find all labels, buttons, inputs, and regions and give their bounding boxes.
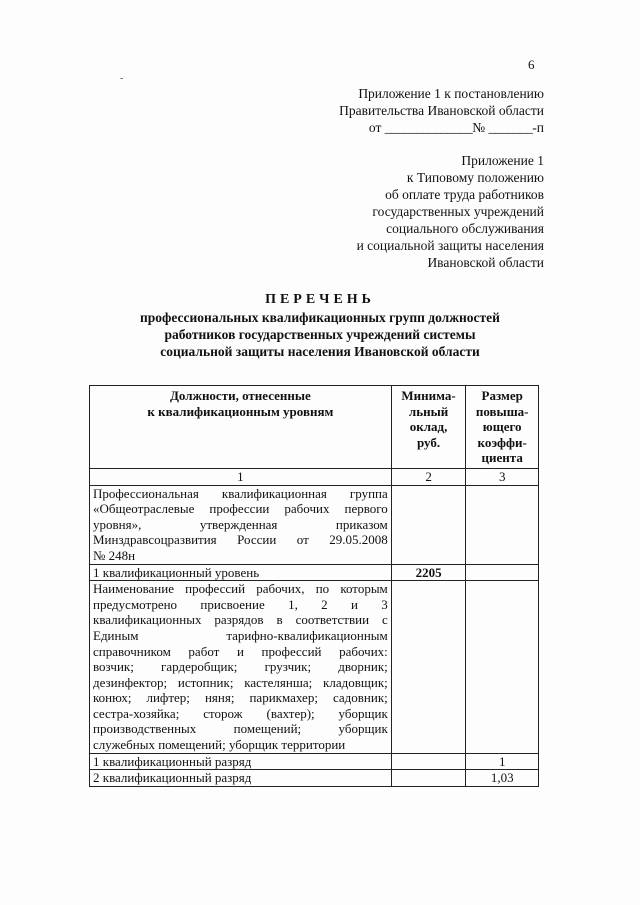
description-line: служебных помещений; уборщик территории [93,737,346,753]
appendix-2-line: государственных учреждений [372,204,544,219]
appendix-2-line: Ивановской области [427,255,544,270]
header-salary-line: оклад, [409,419,448,435]
appendix-2-block [357,152,544,271]
level-salary: 2205 [391,564,466,581]
date-blank: ______________ [384,120,473,135]
document-subtitle-line: социальной защиты населения Ивановской области [160,344,480,359]
level-row [90,564,539,581]
grade-coefficient: 1,03 [466,770,539,787]
column-number-row [90,468,539,485]
from-label: от [368,120,382,135]
empty-cell [391,770,466,787]
description-line: сестра-хозяйка; сторож (вахтер); уборщик [93,705,388,721]
header-salary-line: Минима- [401,388,456,403]
appendix-1-block [339,85,544,136]
header-coefficient-line: коэффи- [477,434,527,450]
header-salary-line: льный [408,403,449,419]
number-label: № [472,120,486,135]
description-line: Единым тарифно-квалификационным [93,627,388,643]
description-line: квалификационных разрядов в соответствии с [93,612,388,628]
number-suffix: -п [532,120,544,135]
document-title: ПЕРЕЧЕНЬ [265,292,375,307]
appendix-1-line1: Приложение 1 к постановлению [358,86,544,101]
appendix-2-line: и социальной защиты населения [356,238,544,253]
appendix-1-line3 [339,119,544,136]
description-line: возчик; гардеробщик; грузчик; дворник; [93,659,388,675]
group-title-line: Минздравсоцразвития России от 29.05.2008 [93,532,388,548]
description-row [90,581,539,754]
description-line: предусмотрено присвоение 1, 2 и 3 [93,596,388,612]
description-line: производственных помещений; уборщик [93,721,388,737]
description-line: справочником работ и профессий рабочих: [93,643,388,659]
profession-description [90,581,392,754]
group-title-line: Профессиональная квалификационная группа [93,485,388,501]
group-title-line: № 248н [93,547,136,563]
header-coefficient [466,386,539,469]
empty-cell [391,753,466,770]
description-line: Наименование профессий рабочих, по которым [93,581,388,597]
group-row [90,485,539,564]
header-coefficient-line: Размер [481,388,523,403]
page-number: 6 [528,57,535,72]
empty-cell [466,485,539,564]
column-number: 1 [90,468,392,485]
header-salary-line: руб. [417,434,441,450]
group-title-line: «Общеотраслевые профессии рабочих первого [93,501,388,517]
description-line: дезинфектор; истопник; кастелянша; кладовщик; [93,674,388,690]
column-number: 3 [466,468,539,485]
empty-cell [391,581,466,754]
group-title-line: уровня», утвержденная приказом [93,516,388,532]
document-heading [0,291,640,360]
appendix-2-line: социального обслуживания [386,221,544,236]
header-positions-line: Должности, отнесенные [169,388,311,403]
empty-cell [466,564,539,581]
qualification-table [89,385,539,787]
header-coefficient-line: повыша- [475,403,529,419]
header-coefficient-line: ющего [482,419,522,435]
grade-label: 1 квалификационный разряд [90,753,392,770]
appendix-2-line: об оплате труда работников [385,187,544,202]
empty-cell [391,485,466,564]
level-label: 1 квалификационный уровень [90,564,392,581]
document-subtitle-line: работников государственных учреждений системы [164,327,476,342]
grade-label: 2 квалификационный разряд [90,770,392,787]
stray-mark: - [120,73,124,84]
description-line: конюх; лифтер; няня; парикмахер; садовник; [93,690,388,706]
appendix-2-line: к Типовому положению [406,170,544,185]
grade-coefficient: 1 [466,753,539,770]
grade-row [90,770,539,787]
group-title [90,485,392,564]
document-subtitle-line: профессиональных квалификационных групп должностей [140,310,500,325]
grade-row [90,753,539,770]
appendix-1-line2: Правительства Ивановской области [339,103,544,118]
empty-cell [466,581,539,754]
appendix-2-line: Приложение 1 [461,153,544,168]
number-blank: _______ [488,120,533,135]
header-coefficient-line: циента [481,450,523,466]
header-positions [90,386,392,469]
table-header-row [90,386,539,469]
header-positions-line: к квалификационным уровням [147,403,334,419]
column-number: 2 [391,468,466,485]
header-salary [391,386,466,469]
